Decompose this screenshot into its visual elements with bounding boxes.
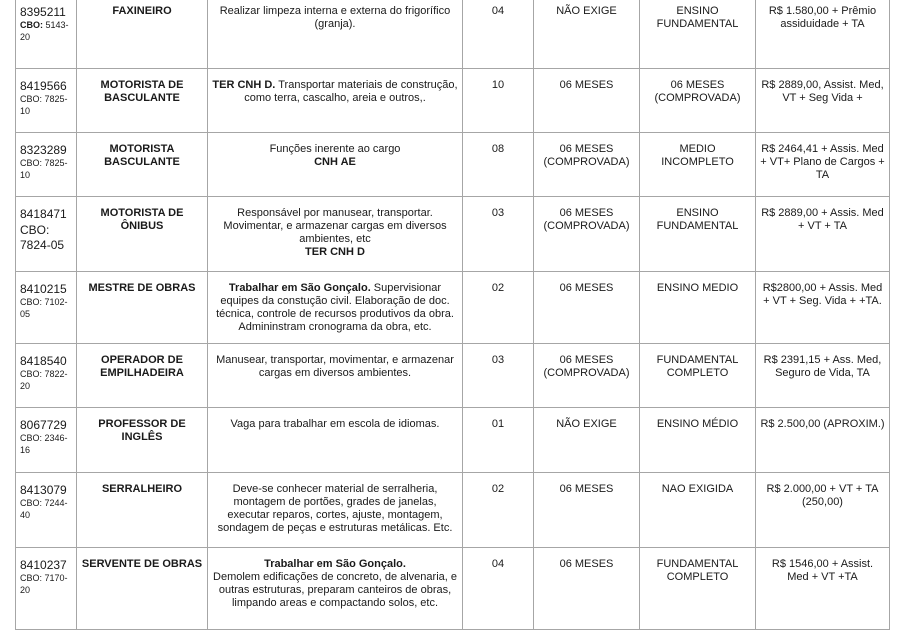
job-title: PROFESSOR DE INGLÊS xyxy=(77,408,208,473)
description-highlight: Trabalhar em São Gonçalo. xyxy=(228,282,371,294)
experience-requirement: NÃO EXIGE xyxy=(534,0,640,69)
description-highlight: Trabalhar em São Gonçalo. xyxy=(264,558,406,570)
job-description-cell xyxy=(208,69,463,133)
vacancies-count: 03 xyxy=(463,344,534,408)
table-row xyxy=(16,408,890,473)
job-description-cell xyxy=(208,408,463,473)
description-highlight: TER CNH D. xyxy=(212,79,276,91)
salary-benefits: R$ 1.580,00 + Prêmio assiduidade + TA xyxy=(756,0,890,69)
experience-requirement: 06 MESES xyxy=(534,272,640,344)
job-code-cell xyxy=(16,69,77,133)
education-requirement: ENSINO FUNDAMENTAL xyxy=(640,0,756,69)
salary-benefits: R$2800,00 + Assis. Med + VT + Seg. Vida + +TA. xyxy=(756,272,890,344)
job-description-cell xyxy=(208,0,463,69)
experience-requirement: 06 MESES (COMPROVADA) xyxy=(534,344,640,408)
job-description-cell xyxy=(208,473,463,548)
job-description: Deve-se conhecer material de serralheria, montagem de portões, grades de janelas, executar reparos, cortes, ajuste, montagem, sondagem de peças e estruturas metálicas. Etc. xyxy=(217,483,453,534)
description-requirement: CNH AE xyxy=(314,156,356,168)
job-description-cell xyxy=(208,197,463,272)
job-code: 8410237 xyxy=(20,558,67,572)
job-code: 8413079 xyxy=(20,483,67,497)
job-description-cell xyxy=(208,133,463,197)
table-row xyxy=(16,344,890,408)
vacancies-count: 02 xyxy=(463,473,534,548)
cbo-code: CBO: 7825-10 xyxy=(20,158,68,180)
job-code-cell xyxy=(16,344,77,408)
salary-benefits: R$ 2.500,00 (APROXIM.) xyxy=(756,408,890,473)
table-row xyxy=(16,69,890,133)
job-code: 8323289 xyxy=(20,143,67,157)
experience-requirement: 06 MESES xyxy=(534,548,640,630)
job-description: Transportar materiais de construção, como terra, cascalho, areia e outros,. xyxy=(244,79,458,104)
salary-benefits: R$ 2889,00, Assist. Med, VT + Seg Vida + xyxy=(756,69,890,133)
cbo-code: CBO: 7170-20 xyxy=(20,573,68,595)
job-code: 8418471 xyxy=(20,207,67,221)
job-code-cell xyxy=(16,272,77,344)
job-code: 8418540 xyxy=(20,354,67,368)
cbo-code: CBO: 7822-20 xyxy=(20,369,68,391)
salary-benefits: R$ 2889,00 + Assis. Med + VT + TA xyxy=(756,197,890,272)
cbo-code: CBO: 7825-10 xyxy=(20,94,68,116)
vacancies-count: 02 xyxy=(463,272,534,344)
salary-benefits: R$ 2.000,00 + VT + TA (250,00) xyxy=(756,473,890,548)
table-row xyxy=(16,197,890,272)
job-code: 8395211 xyxy=(20,5,66,19)
job-code: 8067729 xyxy=(20,418,67,432)
vacancies-count: 10 xyxy=(463,69,534,133)
job-code-cell xyxy=(16,197,77,272)
table-row xyxy=(16,548,890,630)
job-title: OPERADOR DE EMPILHADEIRA xyxy=(77,344,208,408)
education-requirement: ENSINO MÉDIO xyxy=(640,408,756,473)
vacancies-count: 04 xyxy=(463,548,534,630)
job-code-cell xyxy=(16,0,77,69)
job-description: Vaga para trabalhar em escola de idiomas. xyxy=(230,418,440,430)
education-requirement: FUNDAMENTAL COMPLETO xyxy=(640,344,756,408)
job-title: MOTORISTA DE ÔNIBUS xyxy=(77,197,208,272)
cbo-value: 5143-20 xyxy=(20,20,69,42)
education-requirement: MEDIO INCOMPLETO xyxy=(640,133,756,197)
vacancies-count: 04 xyxy=(463,0,534,69)
job-title: MOTORISTA DE BASCULANTE xyxy=(77,69,208,133)
salary-benefits: R$ 2391,15 + Ass. Med, Seguro de Vida, TA xyxy=(756,344,890,408)
experience-requirement: 06 MESES (COMPROVADA) xyxy=(534,133,640,197)
job-description-cell xyxy=(208,272,463,344)
table-row xyxy=(16,133,890,197)
experience-requirement: 06 MESES xyxy=(534,69,640,133)
vacancies-count: 08 xyxy=(463,133,534,197)
cbo-code xyxy=(20,19,72,43)
description-requirement: TER CNH D xyxy=(305,246,365,258)
job-title: MOTORISTA BASCULANTE xyxy=(77,133,208,197)
education-requirement: 06 MESES (COMPROVADA) xyxy=(640,69,756,133)
job-description: Manusear, transportar, movimentar, e armazenar cargas em diversos ambientes. xyxy=(216,354,454,379)
table-row xyxy=(16,272,890,344)
job-description: Responsável por manusear, transportar. Movimentar, e armazenar cargas em diversos ambientes, etc xyxy=(223,207,447,245)
job-title: MESTRE DE OBRAS xyxy=(77,272,208,344)
job-listings-table xyxy=(15,0,890,630)
job-code-cell xyxy=(16,133,77,197)
job-code-cell xyxy=(16,473,77,548)
job-title: SERRALHEIRO xyxy=(77,473,208,548)
education-requirement: NAO EXIGIDA xyxy=(640,473,756,548)
cbo-code: CBO: 7102-05 xyxy=(20,297,68,319)
vacancies-count: 03 xyxy=(463,197,534,272)
job-code-cell xyxy=(16,548,77,630)
job-code-cell xyxy=(16,408,77,473)
education-requirement: ENSINO FUNDAMENTAL xyxy=(640,197,756,272)
job-description: Demolem edificações de concreto, de alvenaria, e outras estruturas, preparam canteiros de obras, limpando areas e compactando solos, etc. xyxy=(213,571,457,609)
table-row xyxy=(16,473,890,548)
salary-benefits: R$ 1546,00 + Assist. Med + VT +TA xyxy=(756,548,890,630)
job-title: FAXINEIRO xyxy=(77,0,208,69)
table-row xyxy=(16,0,890,69)
cbo-code: CBO: 7244-40 xyxy=(20,498,68,520)
job-description-cell xyxy=(208,548,463,630)
job-description: Funções inerente ao cargo xyxy=(269,143,401,155)
experience-requirement: 06 MESES xyxy=(534,473,640,548)
education-requirement: FUNDAMENTAL COMPLETO xyxy=(640,548,756,630)
job-code: 8419566 xyxy=(20,79,67,93)
job-description: Realizar limpeza interna e externa do frigorífico (granja). xyxy=(219,5,451,30)
cbo-code: CBO: 7824-05 xyxy=(20,223,65,252)
education-requirement: ENSINO MEDIO xyxy=(640,272,756,344)
experience-requirement: NÃO EXIGE xyxy=(534,408,640,473)
job-description-cell xyxy=(208,344,463,408)
vacancies-count: 01 xyxy=(463,408,534,473)
cbo-label: CBO: xyxy=(20,20,43,30)
experience-requirement: 06 MESES (COMPROVADA) xyxy=(534,197,640,272)
cbo-code: CBO: 2346-16 xyxy=(20,433,68,455)
salary-benefits: R$ 2464,41 + Assis. Med + VT+ Plano de Cargos + TA xyxy=(756,133,890,197)
job-code: 8410215 xyxy=(20,282,67,296)
job-title: SERVENTE DE OBRAS xyxy=(77,548,208,630)
job-description: Supervisionar equipes da constução civil. Elaboração de doc. técnica, controle de recursos produtivos da obra. Admininstram cronograma da obra, etc. xyxy=(216,282,454,333)
